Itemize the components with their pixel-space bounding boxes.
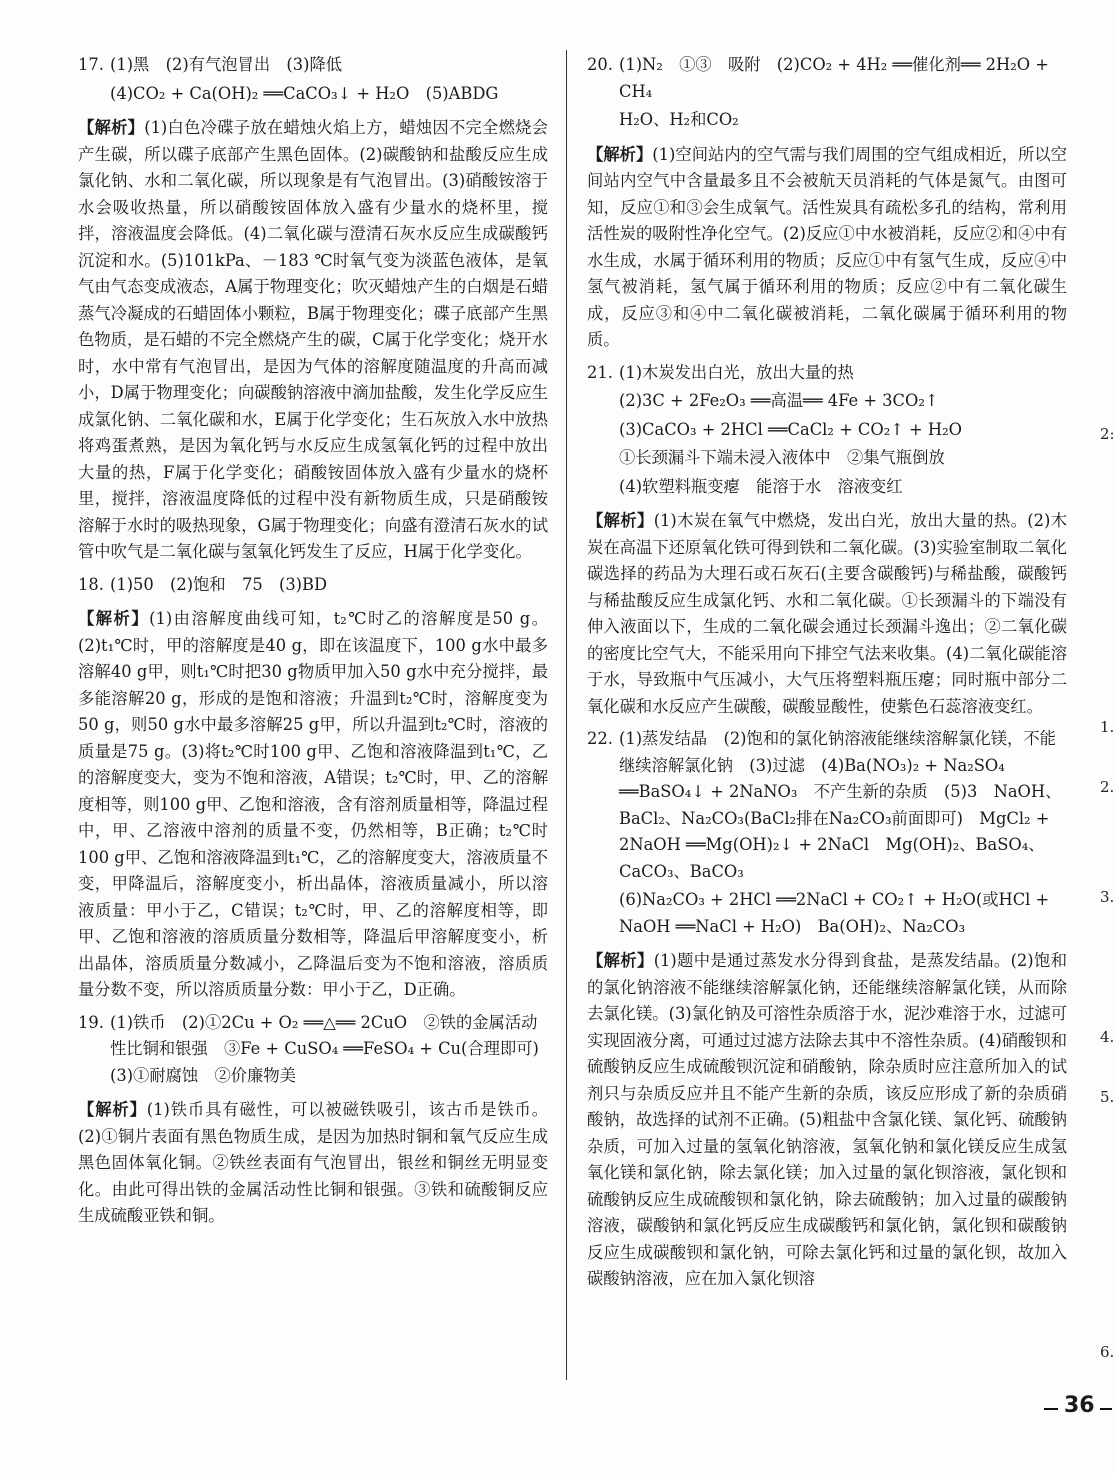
explanation-18 (78, 606, 548, 1004)
question-number: 18. (78, 574, 104, 594)
explanation-tag: 【解析】 (587, 144, 653, 164)
question-number: 17. (78, 55, 104, 74)
question-18 (78, 572, 548, 601)
explanation-19 (78, 1097, 548, 1230)
answer-line: (4)软塑料瓶变瘪 能溶于水 溶液变红 (619, 476, 903, 496)
edge-mark: 2: (1100, 425, 1115, 443)
question-number: 20. (587, 55, 613, 74)
question-17 (78, 52, 548, 109)
edge-mark: 2. (1100, 778, 1115, 796)
explanation-tag: 【解析】 (78, 118, 145, 137)
explanation-17 (78, 115, 548, 566)
page-number-dash (1100, 1408, 1112, 1410)
explanation-tag: 【解析】 (587, 511, 654, 530)
explanation-22 (587, 948, 1067, 1293)
question-21 (587, 360, 1067, 503)
question-number: 21. (587, 362, 613, 382)
right-column (587, 52, 1067, 1299)
column-divider (566, 50, 567, 1380)
answer-line: (4)CO₂ + Ca(OH)₂ ══CaCO₃↓ + H₂O (5)ABDG (110, 83, 499, 103)
edge-mark: 5. (1100, 1088, 1115, 1106)
edge-mark: 3. (1100, 888, 1115, 906)
page-number-dash (1044, 1408, 1058, 1410)
answer-line: (1)铁币 (2)①2Cu + O₂ ══△══ 2CuO ②铁的金属活动性比铜和银强 ③Fe + CuSO₄ ══FeSO₄ + Cu(合理即可) (3)①耐腐蚀 ②价廉物美 (110, 1012, 556, 1085)
explanation-tag: 【解析】 (587, 951, 654, 970)
edge-mark: 6. (1100, 1343, 1115, 1361)
answer-line: (1)N₂ ①③ 吸附 (2)CO₂ + 4H₂ ══催化剂══ 2H₂O + CH₄ (619, 55, 1049, 101)
explanation-text: (1)木炭在氧气中燃烧，发出白光，放出大量的热。(2)木炭在高温下还原氧化铁可得到铁和二氧化碳。(3)实验室制取二氧化碳选择的药品为大理石或石灰石(主要含碳酸钙)与稀盐酸，碳酸钙与稀盐酸反应生成氯化钙、水和二氧化碳。①长颈漏斗的下端没有伸入液面以下，生成的二氧化碳会通过长颈漏斗逸出；②二氧化碳的密度比空气大，不能采用向下排空气法来收集。(4)二氧化碳能溶于水，导致瓶中气压减小，大气压将塑料瓶压瘪；同时瓶中部分二氧化碳和水反应产生碳酸，碳酸显酸性，使紫色石蕊溶液变红。 (587, 511, 1067, 716)
left-column (78, 52, 556, 1236)
question-19 (78, 1010, 556, 1092)
question-20 (587, 52, 1067, 136)
answer-line: (1)50 (2)饱和 75 (3)BD (110, 574, 328, 594)
question-22 (587, 726, 1067, 942)
explanation-text: (1)铁币具有磁性，可以被磁铁吸引，该古币是铁币。(2)①铜片表面有黑色物质生成，是因为加热时铜和氧气反应生成黑色固体氧化铜。②铁丝表面有气泡冒出，银丝和铜丝无明显变化。由此可得出铁的金属活动性比铜和银强。③铁和硫酸铜反应生成硫酸亚铁和铜。 (78, 1100, 548, 1225)
answer-line: (6)Na₂CO₃ + 2HCl ══2NaCl + CO₂↑ + H₂O(或HCl + NaOH ══NaCl + H₂O) Ba(OH)₂、Na₂CO₃ (619, 890, 1050, 936)
answer-line: ①长颈漏斗下端未浸入液体中 ②集气瓶倒放 (619, 448, 945, 467)
edge-mark: 1. (1100, 718, 1115, 736)
explanation-tag: 【解析】 (78, 1100, 147, 1119)
explanation-text: (1)题中是通过蒸发水分得到食盐，是蒸发结晶。(2)饱和的氯化钠溶液不能继续溶解氯化钠，还能继续溶解氯化镁，从而除去氯化镁。(3)氯化钠及可溶性杂质溶于水，泥沙难溶于水，过滤可实现固液分离，可通过过滤方法除去其中不溶性杂质。(4)硝酸钡和硫酸钠反应生成硫酸钡沉淀和硝酸钠，除杂质时应注意所加入的试剂只与杂质反应并且不能产生新的杂质，该反应形成了新的杂质硝酸钠，故选择的试剂不正确。(5)粗盐中含氯化镁、氯化钙、硫酸钠杂质，可加入过量的氢氧化钠溶液，氢氧化钠和氯化镁反应生成氢氧化镁和氯化钠，除去氯化镁；加入过量的氯化钡溶液，氯化钡和硫酸钠反应生成硫酸钡和氯化钠，除去硫酸钠；加入过量的碳酸钠溶液，碳酸钠和氯化钙反应生成碳酸钙和氯化钠，氯化钡和碳酸钠反应生成碳酸钡和氯化钠，可除去氯化钙和过量的氯化钡，故加入碳酸钠溶液，应在加入氯化钡溶 (587, 951, 1067, 1288)
answer-line: H₂O、H₂和CO₂ (619, 110, 739, 129)
answer-line: (3)CaCO₃ + 2HCl ══CaCl₂ + CO₂↑ + H₂O (619, 419, 962, 439)
question-number: 19. (78, 1012, 104, 1032)
explanation-text: (1)由溶解度曲线可知，t₂℃时乙的溶解度是50 g。(2)t₁℃时，甲的溶解度是40 g，即在该温度下，100 g水中最多溶解40 g甲，则t₁℃时把30 g物质甲加入50 g水中充分搅拌，最多能溶解20 g，形成的是饱和溶液；升温到t₂℃时，溶解度变为50 g，则50 g水中最多溶解25 g甲，所以升温到t₂℃时，溶液的质量是75 g。(3)将t₂℃时100 g甲、乙饱和溶液降温到t₁℃，乙的溶解度变大，变为不饱和溶液，A错误；t₂℃时，甲、乙的溶解度相等，则100 g甲、乙饱和溶液，含有溶剂质量相等，降温过程中，甲、乙溶液中溶剂的质量不变，仍然相等，B正确；t₂℃时100 g甲、乙饱和溶液降温到t₁℃，乙的溶解度变大，溶液质量不变，甲降温后，溶解度变小，析出晶体，溶液质量减小，所以溶液质量：甲小于乙，C错误；t₂℃时，甲、乙的溶解度相等，即甲、乙饱和溶液的溶质质量分数相等，降温后甲溶解度变小，析出晶体，溶质质量分数减小，乙降温后变为不饱和溶液，溶质质量分数不变，所以溶质质量分数：甲小于乙，D正确。 (78, 609, 548, 999)
explanation-text: (1)空间站内的空气需与我们周围的空气组成相近，所以空间站内空气中含量最多且不会被航天员消耗的气体是氮气。由图可知，反应①和③会生成氧气。活性炭具有疏松多孔的结构，常利用活性炭的吸附性净化空气。(2)反应①中水被消耗，反应②和④中有水生成，水属于循环利用的物质；反应①中有氢气生成，反应④中氢气被消耗，氢气属于循环利用的物质；反应②中有二氧化碳生成，反应③和④中二氧化碳被消耗，二氧化碳属于循环利用的物质。 (587, 144, 1067, 349)
explanation-21 (587, 508, 1067, 720)
explanation-tag: 【解析】 (78, 609, 150, 628)
explanation-20 (587, 142, 1067, 354)
edge-mark: 4. (1100, 1028, 1115, 1046)
explanation-text: (1)白色冷碟子放在蜡烛火焰上方，蜡烛因不完全燃烧会产生碳，所以碟子底部产生黑色固体。(2)碳酸钠和盐酸反应生成氯化钠、水和二氧化碳，所以现象是有气泡冒出。(3)硝酸铵溶于水会吸收热量，所以硝酸铵固体放入盛有少量水的烧杯里，搅拌，溶液温度会降低。(4)二氧化碳与澄清石灰水反应生成碳酸钙沉淀和水。(5)101kPa、－183 ℃时氧气变为淡蓝色液体，是氧气由气态变成液态，A属于物理变化；吹灭蜡烛产生的白烟是石蜡蒸气冷凝成的石蜡固体小颗粒，B属于物理变化；碟子底部产生黑色物质，是石蜡的不完全燃烧产生的碳，C属于化学变化；烧开水时，水中常有气泡冒出，是因为气体的溶解度随温度的升高而减小，D属于物理变化；向碳酸钠溶液中滴加盐酸，发生化学反应生成氯化钠、二氧化碳和水，E属于化学变化；生石灰放入水中放热将鸡蛋煮熟，是因为氧化钙与水反应生成氢氧化钙的过程中放出大量的热，F属于化学变化；硝酸铵固体放入盛有少量水的烧杯里，搅拌，溶液温度降低的过程中没有新物质生成，只是硝酸铵溶解于水时的吸热现象，G属于物理变化；向盛有澄清石灰水的试管中吹气是二氧化碳与氢氧化钙发生了反应，H属于化学变化。 (78, 118, 548, 561)
answer-line: (1)蒸发结晶 (2)饱和的氯化钠溶液能继续溶解氯化镁，不能继续溶解氯化钠 (3)过滤 (4)Ba(NO₃)₂ + Na₂SO₄ ══BaSO₄↓ + 2NaNO₃ 不产生新的杂质 (5)3 NaOH、BaCl₂、Na₂CO₃(BaCl₂排在Na₂CO₃前面即可) MgCl₂ + 2NaOH ══Mg(OH)₂↓ + 2NaCl Mg(OH)₂、BaSO₄、CaCO₃、BaCO₃ (619, 729, 1062, 881)
answer-line: (2)3C + 2Fe₂O₃ ══高温══ 4Fe + 3CO₂↑ (619, 391, 939, 410)
answer-line: (1)木炭发出白光，放出大量的热 (619, 362, 854, 382)
page-number: 36 (1064, 1393, 1095, 1418)
answer-line: (1)黑 (2)有气泡冒出 (3)降低 (110, 55, 343, 74)
question-number: 22. (587, 729, 613, 748)
